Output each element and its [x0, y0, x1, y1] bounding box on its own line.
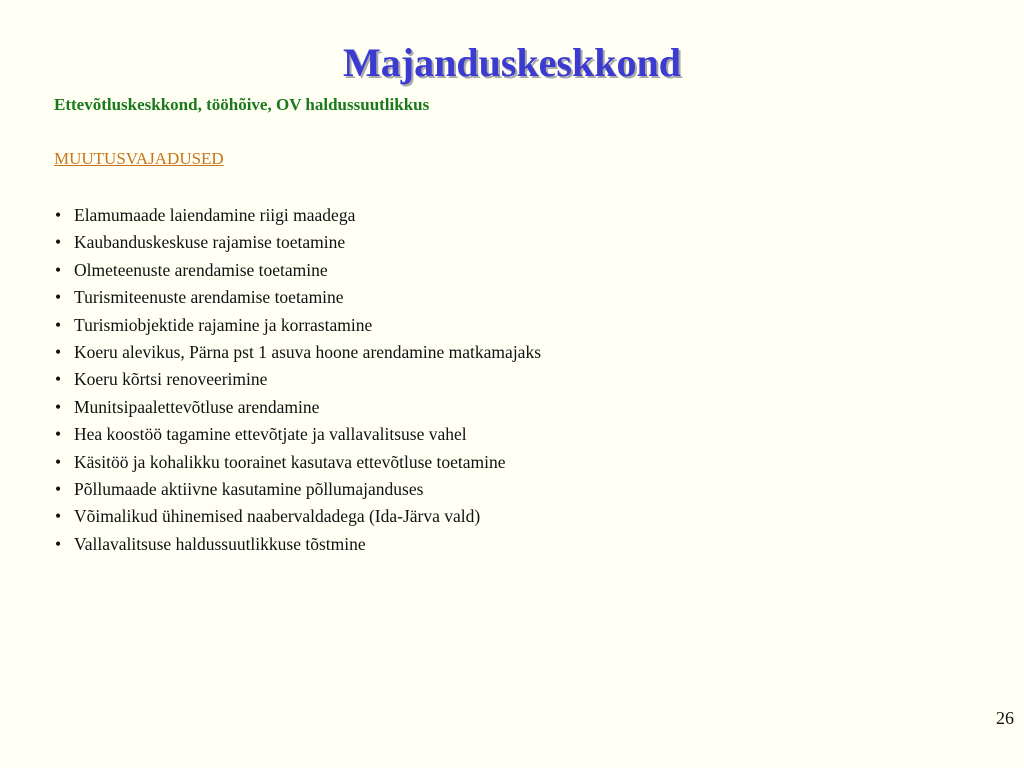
- list-item: [54, 394, 541, 421]
- list-item: [54, 449, 541, 476]
- bullet-dot: •: [55, 287, 62, 308]
- list-item: [54, 229, 541, 256]
- bullet-dot: •: [55, 259, 62, 280]
- list-item-text: Põllumaade aktiivne kasutamine põllumajanduses: [74, 478, 424, 499]
- list-item: [54, 531, 541, 558]
- list-item: [54, 503, 541, 530]
- bullet-dot: •: [55, 314, 62, 335]
- bullet-dot: •: [55, 369, 62, 390]
- list-item-text: Vallavalitsuse haldussuutlikkuse tõstmine: [74, 533, 366, 554]
- list-item-text: Koeru kõrtsi renoveerimine: [74, 369, 268, 390]
- bullet-dot: •: [55, 506, 62, 527]
- list-item: [54, 476, 541, 503]
- list-item-text: Kaubanduskeskuse rajamise toetamine: [74, 232, 346, 253]
- bullet-dot: •: [55, 478, 62, 499]
- section-heading: MUUTUSVAJADUSED: [54, 149, 224, 168]
- bullet-dot: •: [55, 232, 62, 253]
- list-item: [54, 284, 541, 311]
- list-item-text: Käsitöö ja kohalikku toorainet kasutava ettevõtluse toetamine: [74, 451, 506, 472]
- list-item: [54, 202, 541, 229]
- slide-subtitle: Ettevõtluskeskkond, tööhõive, OV haldussuutlikkus: [54, 95, 430, 114]
- list-item: [54, 339, 541, 366]
- bullet-list: [54, 202, 541, 558]
- list-item-text: Turismiteenuste arendamise toetamine: [74, 287, 344, 308]
- list-item: [54, 366, 541, 393]
- page-number: 26: [996, 708, 1014, 728]
- list-item-text: Olmeteenuste arendamise toetamine: [74, 259, 328, 280]
- bullet-dot: •: [55, 396, 62, 417]
- bullet-dot: •: [55, 533, 62, 554]
- bullet-dot: •: [55, 341, 62, 362]
- list-item-text: Hea koostöö tagamine ettevõtjate ja vallavalitsuse vahel: [74, 424, 467, 445]
- list-item-text: Munitsipaalettevõtluse arendamine: [74, 396, 320, 417]
- bullet-dot: •: [55, 205, 62, 225]
- list-item-text: Elamumaade laiendamine riigi maadega: [74, 205, 356, 225]
- bullet-dot: •: [55, 451, 62, 472]
- list-item: [54, 257, 541, 284]
- list-item: [54, 421, 541, 448]
- bullet-dot: •: [55, 424, 62, 445]
- list-item-text: Võimalikud ühinemised naabervaldadega (Ida-Järva vald): [74, 506, 481, 527]
- slide-title: Majanduskeskkond: [343, 40, 681, 85]
- list-item: [54, 312, 541, 339]
- list-item-text: Koeru alevikus, Pärna pst 1 asuva hoone arendamine matkamajaks: [74, 341, 542, 362]
- list-item-text: Turismiobjektide rajamine ja korrastamine: [74, 314, 373, 335]
